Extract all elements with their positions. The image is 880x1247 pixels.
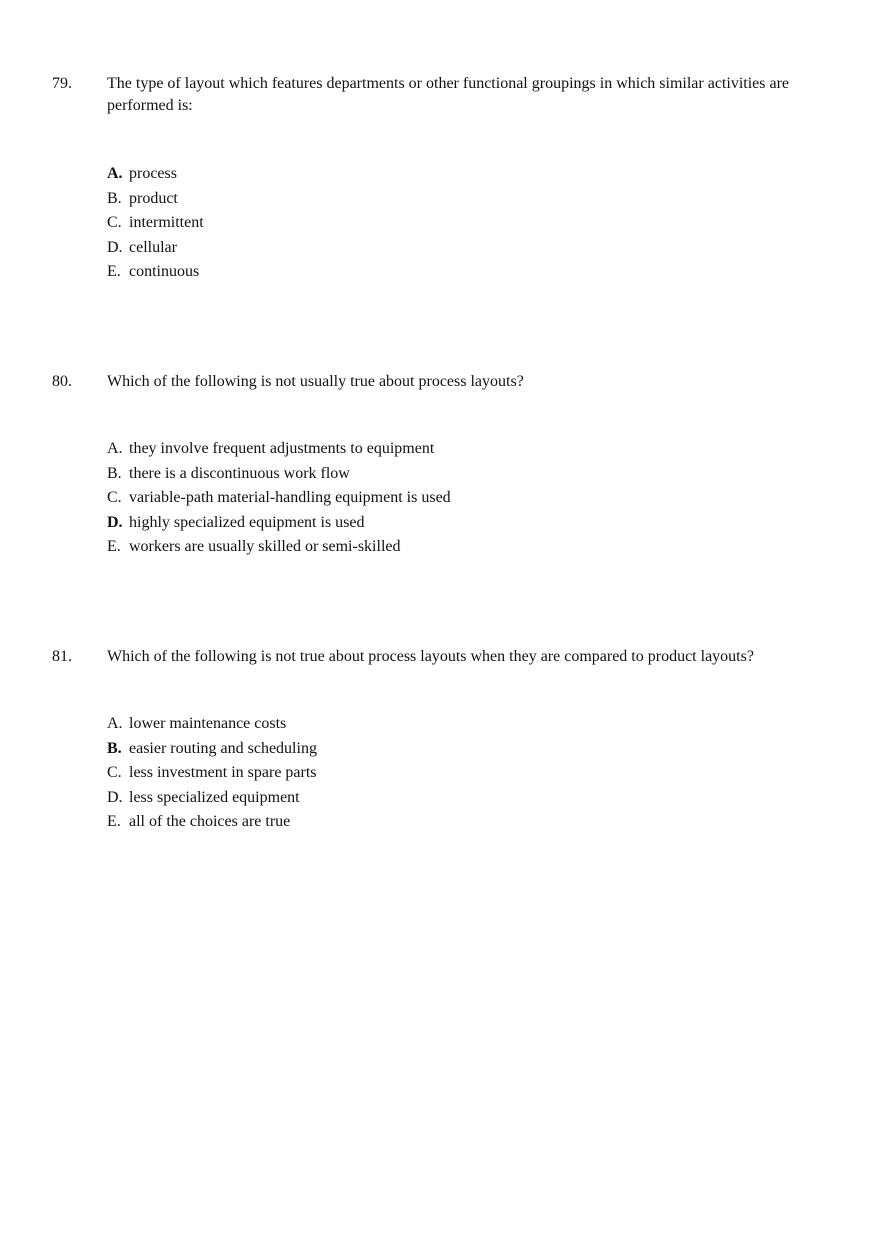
option-text: they involve frequent adjustments to equipment [129,440,435,457]
option-letter: C. [107,489,122,506]
option-text: less investment in spare parts [129,764,317,781]
answer-option [107,437,451,462]
option-letter: B. [107,739,122,757]
option-letter: C. [107,764,122,781]
answer-option [107,786,317,811]
answer-option [107,737,317,762]
option-letter: D. [107,513,123,531]
question-text: Which of the following is not true about process layouts when they are compared to product layouts? [107,648,754,665]
option-letter: E. [107,263,121,280]
answer-option [107,761,317,786]
option-letter: A. [107,440,123,457]
answer-option [107,462,451,487]
option-text: there is a discontinuous work flow [129,464,350,482]
answer-option [107,535,451,560]
answer-option [107,486,451,511]
answer-options [107,712,317,835]
question-number: 81. [52,648,72,665]
question-text: Which of the following is not usually true about process layouts? [107,373,524,390]
option-letter: D. [107,788,123,806]
answer-options [107,162,204,285]
question-text: The type of layout which features departments or other functional groupings in which similar activities are performed is: [107,75,790,114]
option-text: product [129,189,178,207]
option-letter: B. [107,464,122,482]
answer-option [107,712,317,737]
answer-option [107,511,451,536]
option-text: process [129,165,177,182]
option-letter: B. [107,189,122,207]
option-text: less specialized equipment [129,788,300,806]
answer-option [107,260,204,285]
answer-option [107,211,204,236]
option-letter: C. [107,214,122,231]
option-letter: E. [107,538,121,555]
option-letter: E. [107,813,121,830]
option-text: highly specialized equipment is used [129,513,365,531]
answer-option [107,162,204,187]
option-text: easier routing and scheduling [129,739,317,757]
option-text: continuous [129,263,200,280]
answer-option [107,810,317,835]
option-text: cellular [129,238,177,256]
option-text: variable-path material-handling equipment is used [129,489,451,506]
option-text: lower maintenance costs [129,715,287,732]
question-number: 79. [52,75,72,92]
option-letter: A. [107,715,123,732]
option-text: all of the choices are true [129,813,291,830]
option-letter: D. [107,238,123,256]
option-text: workers are usually skilled or semi-skilled [129,538,401,555]
option-letter: A. [107,165,123,182]
option-text: intermittent [129,214,204,231]
question-number: 80. [52,373,72,390]
answer-option [107,187,204,212]
answer-option [107,236,204,261]
answer-options [107,437,451,560]
